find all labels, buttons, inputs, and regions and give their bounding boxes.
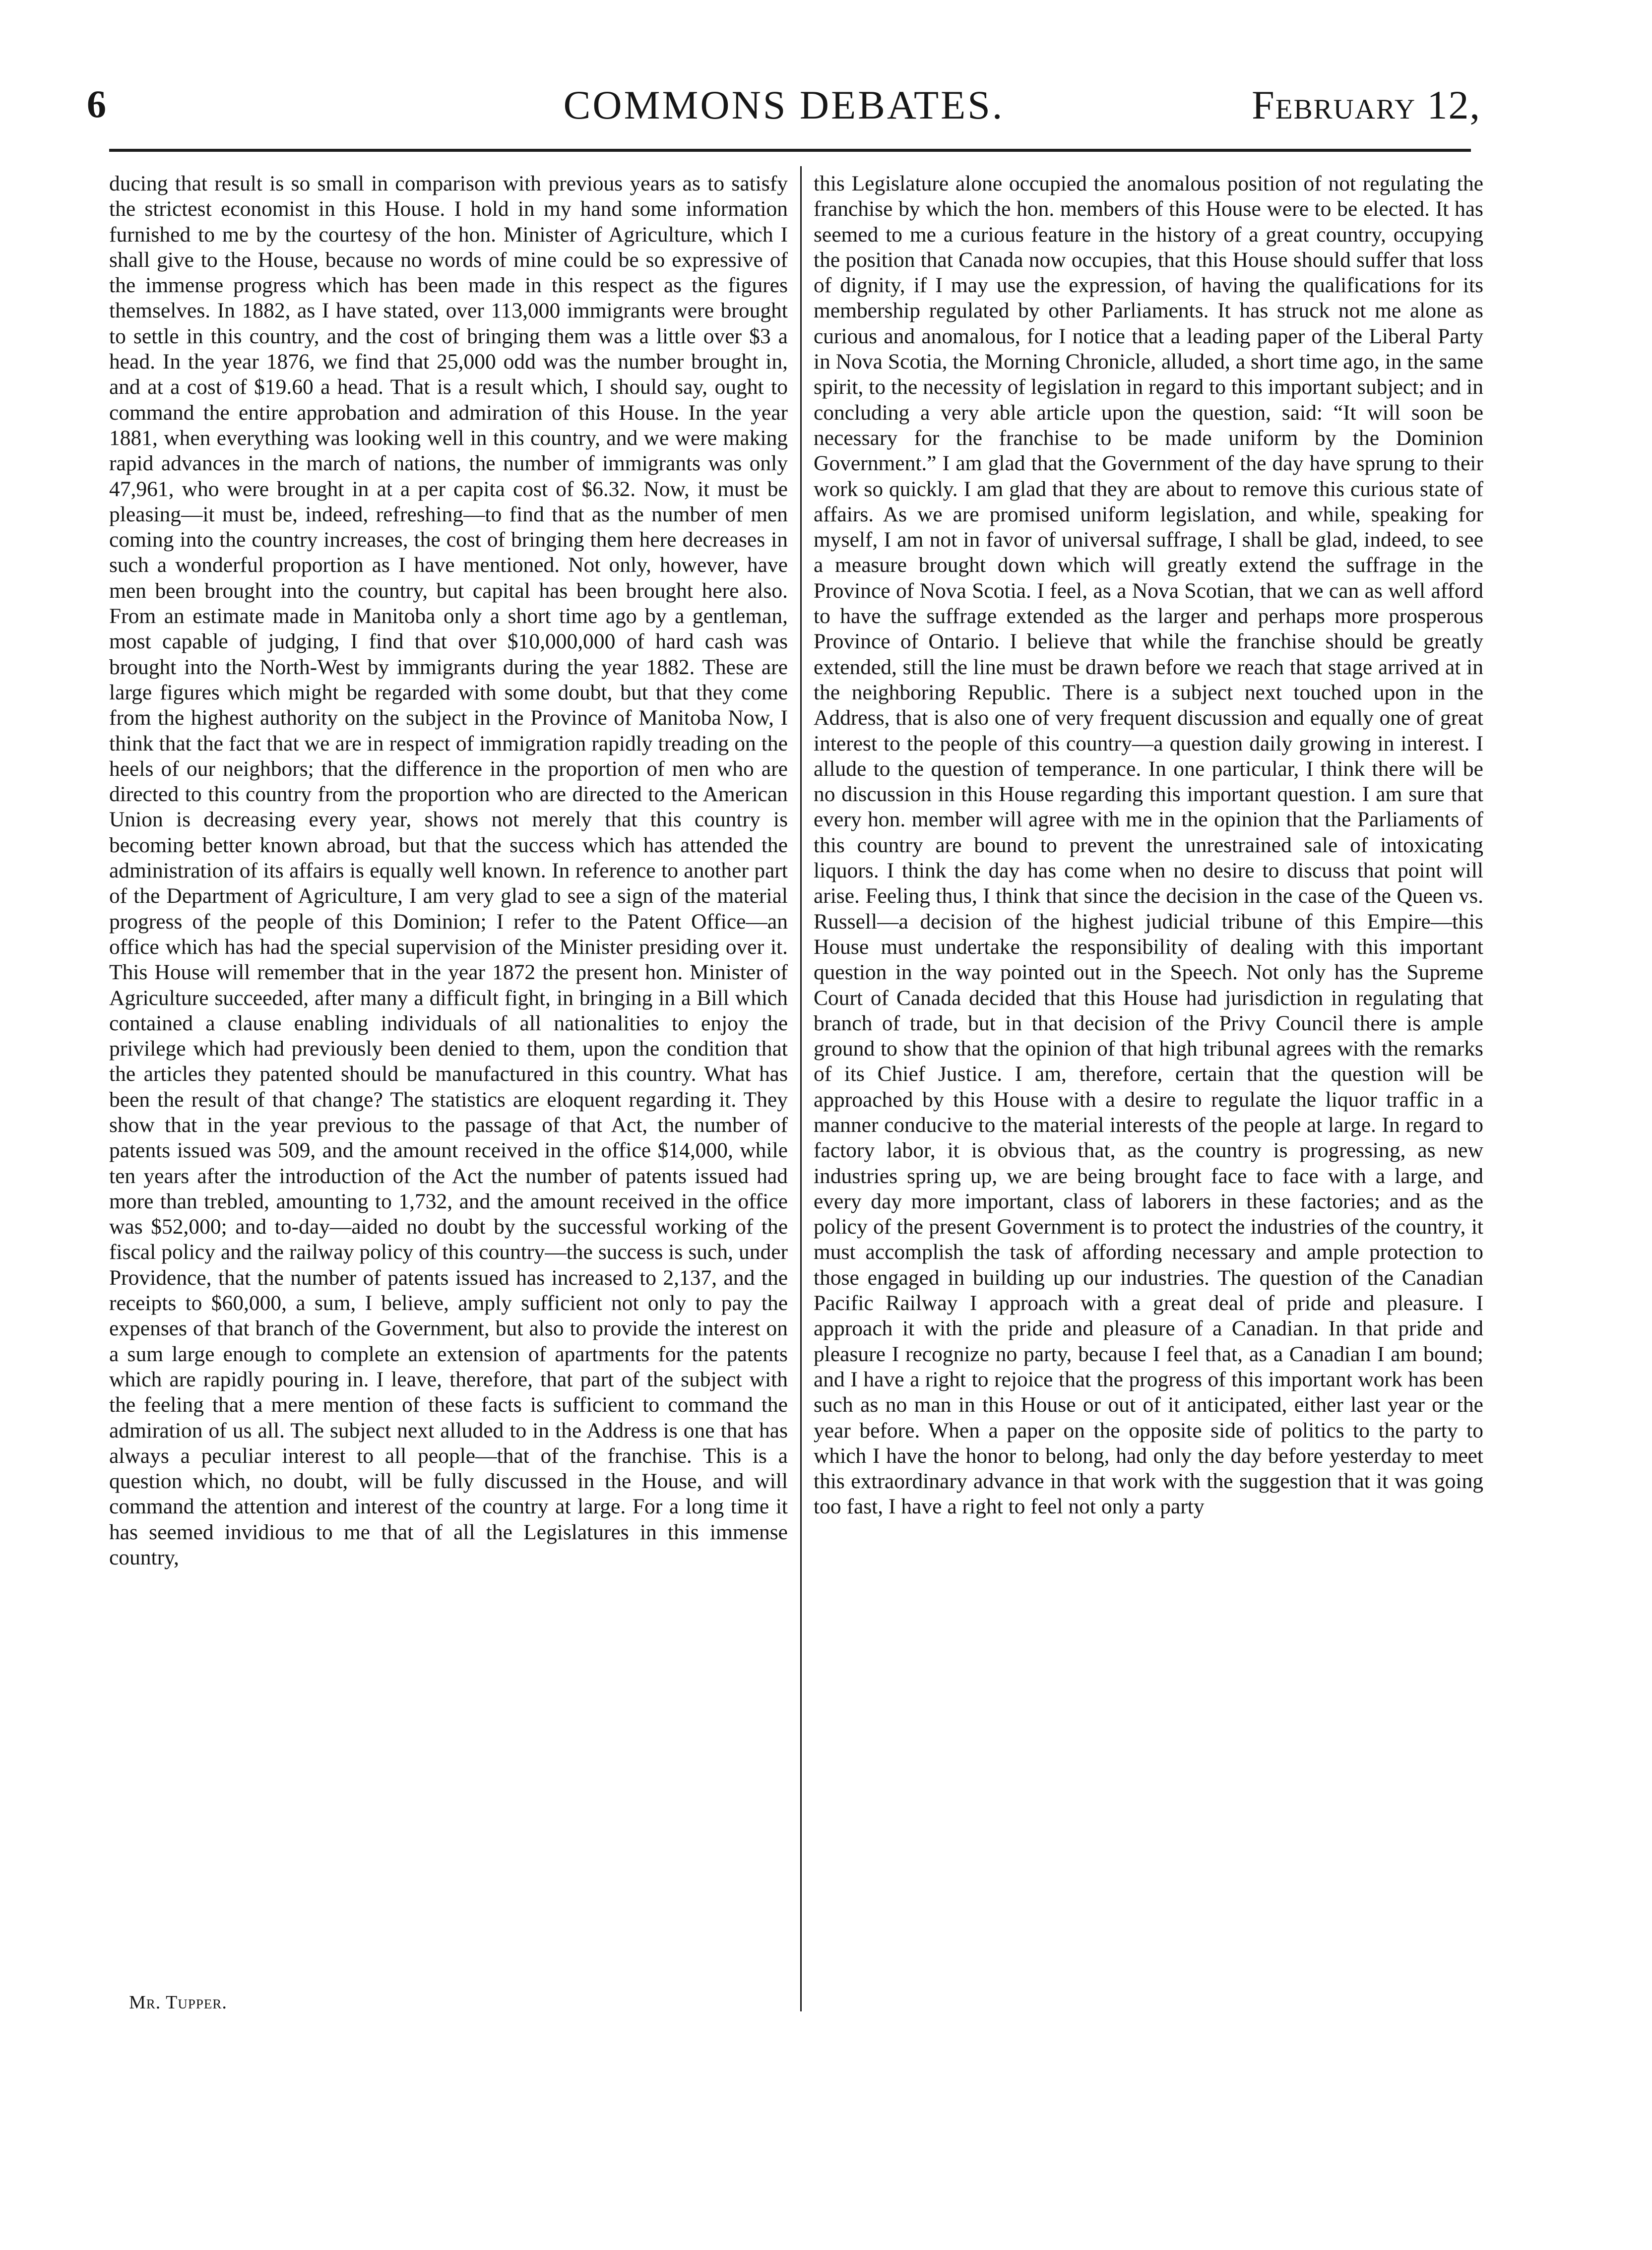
speaker-footer <box>109 1992 788 2013</box>
header-date: February 12, <box>1252 82 1481 127</box>
page-header <box>87 82 1481 141</box>
page-number: 6 <box>87 82 106 125</box>
right-column <box>814 171 1483 2016</box>
left-column-text: ducing that result is so small in comparison with previous years as to satisfy the strictest economist in this House. I hold in my hand some information furnished to me by the courtesy of the hon. Minister of Agriculture, which I shall give to the House, because no words of mine could be so expressive of the immense progress which has been made in this respect as the figures themselves. In 1882, as I have stated, over 113,000 immigrants were brought to settle in this country, and the cost of bringing them was a little over $3 a head. In the year 1876, we find that 25,000 odd was the number brought in, and at a cost of $19.60 a head. That is a result which, I should say, ought to command the entire approbation and admiration of this House. In the year 1881, when everything was looking well in this country, and we were making rapid advances in the march of nations, the number of immigrants was only 47,961, who were brought in at a per capita cost of $6.32. Now, it must be pleasing—it must be, indeed, refreshing—to find that as the number of men coming into the country increases, the cost of bringing them here decreases in such a wonderful proportion as I have mentioned. Not only, however, have men been brought into the country, but capital has been brought here also. From an estimate made in Manitoba only a short time ago by a gentleman, most capable of judging, I find that over $10,000,000 of hard cash was brought into the North-West by immigrants during the year 1882. These are large figures which might be regarded with some doubt, but that they come from the highest authority on the subject in the Province of Manitoba Now, I think that the fact that we are in respect of immigration rapidly treading on the heels of our neighbors; that the difference in the proportion of men who are directed to this country from the proportion who are directed to the American Union is decreasing every year, shows not merely that this country is becoming better known abroad, but that the success which has attended the administration of its affairs is equally well known. In reference to another part of the Department of Agriculture, I am very glad to see a sign of the material progress of the people of this Dominion; I refer to the Patent Office—an office which has had the special supervision of the Minister presiding over it. This House will remember that in the year 1872 the present hon. Minister of Agriculture succeeded, after many a difficult fight, in bringing in a Bill which contained a clause enabling individuals of all nationalities to enjoy the privilege which had previously been denied to them, upon the condition that the articles they patented should be manufactured in this country. What has been the result of that change? The statistics are eloquent regarding it. They show that in the year previous to the passage of that Act, the number of patents issued was 509, and the amount received in the office $14,000, while ten years after the introduction of the Act the number of patents issued had more than trebled, amounting to 1,732, and the amount received in the office was $52,000; and to-day—aided no doubt by the successful working of the fiscal policy and the railway policy of this country—the success is such, under Providence, that the number of patents issued has increased to 2,137, and the receipts to $60,000, a sum, I believe, amply sufficient not only to pay the expenses of that branch of the Government, but also to provide the interest on a sum large enough to complete an extension of apartments for the patents which are rapidly pouring in. I leave, therefore, that part of the subject with the feeling that a mere mention of these facts is sufficient to command the admiration of us all. The subject next alluded to in the Address is one that has always a peculiar interest to all people—that of the franchise. This is a question which, no doubt, will be fully discussed in the House, and will command the attention and interest of the country at large. For a long time it has seemed invidious to me that of all the Legislatures in this immense country, <box>109 172 788 1570</box>
column-divider <box>800 166 802 2011</box>
right-column-text: this Legislature alone occupied the anomalous position of not regulating the franchise by which the hon. members of this House were to be elected. It has seemed to me a curious feature in the history of a great country, occupying the position that Canada now occupies, that this House should suffer that loss of dignity, if I may use the expression, of having the qualifications for its membership regulated by other Parliaments. It has struck not me alone as curious and anomalous, for I notice that a leading paper of the Liberal Party in Nova Scotia, the Morning Chronicle, alluded, a short time ago, in the same spirit, to the necessity of legislation in regard to this important subject; and in concluding a very able article upon the question, said: “It will soon be necessary for the franchise to be made uniform by the Dominion Government.” I am glad that the Government of the day have sprung to their work so quickly. I am glad that they are about to remove this curious state of affairs. As we are promised uniform legislation, and while, speaking for myself, I am not in favor of universal suffrage, I shall be glad, indeed, to see a measure brought down which will greatly extend the suffrage in the Province of Nova Scotia. I feel, as a Nova Scotian, that we can as well afford to have the suffrage extended as the larger and perhaps more prosperous Province of Ontario. I believe that while the franchise should be greatly extended, still the line must be drawn before we reach that stage arrived at in the neighboring Republic. There is a subject next touched upon in the Address, that is also one of very frequent discussion and equally one of great interest to the people of this country—a question daily growing in interest. I allude to the question of temperance. In one particular, I think there will be no discussion in this House regarding this important question. I am sure that every hon. member will agree with me in the opinion that the Parliaments of this country are bound to prevent the unrestrained sale of intoxicating liquors. I think the day has come when no desire to discuss that point will arise. Feeling thus, I think that since the decision in the case of the Queen vs. Russell—a decision of the highest judicial tribune of this Empire—this House must undertake the responsibility of dealing with this important question in the way pointed out in the Speech. Not only has the Supreme Court of Canada decided that this House had jurisdiction in regulating that branch of trade, but in that decision of the Privy Council there is ample ground to show that the opinion of that high tribunal agrees with the remarks of its Chief Justice. I am, therefore, certain that the question will be approached by this House with a desire to regulate the liquor traffic in a manner conducive to the material interests of the people at large. In regard to factory labor, it is obvious that, as the country is progressing, as new industries spring up, we are being brought face to face with a large, and every day more important, class of laborers in these factories; and as the policy of the present Government is to protect the industries of the country, it must accomplish the task of affording necessary and ample protection to those engaged in building up our industries. The question of the Canadian Pacific Railway I approach with a great deal of pride and pleasure. I approach it with the pride and pleasure of a Canadian. In that pride and pleasure I recognize no party, because I feel that, as a Canadian I am bound; and I have a right to rejoice that the progress of this important work has been such as no man in this House or out of it anticipated, either last year or the year before. When a paper on the opposite side of politics to the party to which I have the honor to belong, had only the day before yesterday to meet this extraordinary advance in that work with the suggestion that it was going too fast, I have a right to feel not only a party <box>814 172 1483 1519</box>
speaker-name: Mr. Tupper. <box>129 1992 227 2013</box>
header-rule <box>109 149 1471 152</box>
left-column <box>109 171 788 2016</box>
journal-title: COMMONS DEBATES. <box>563 82 1005 127</box>
